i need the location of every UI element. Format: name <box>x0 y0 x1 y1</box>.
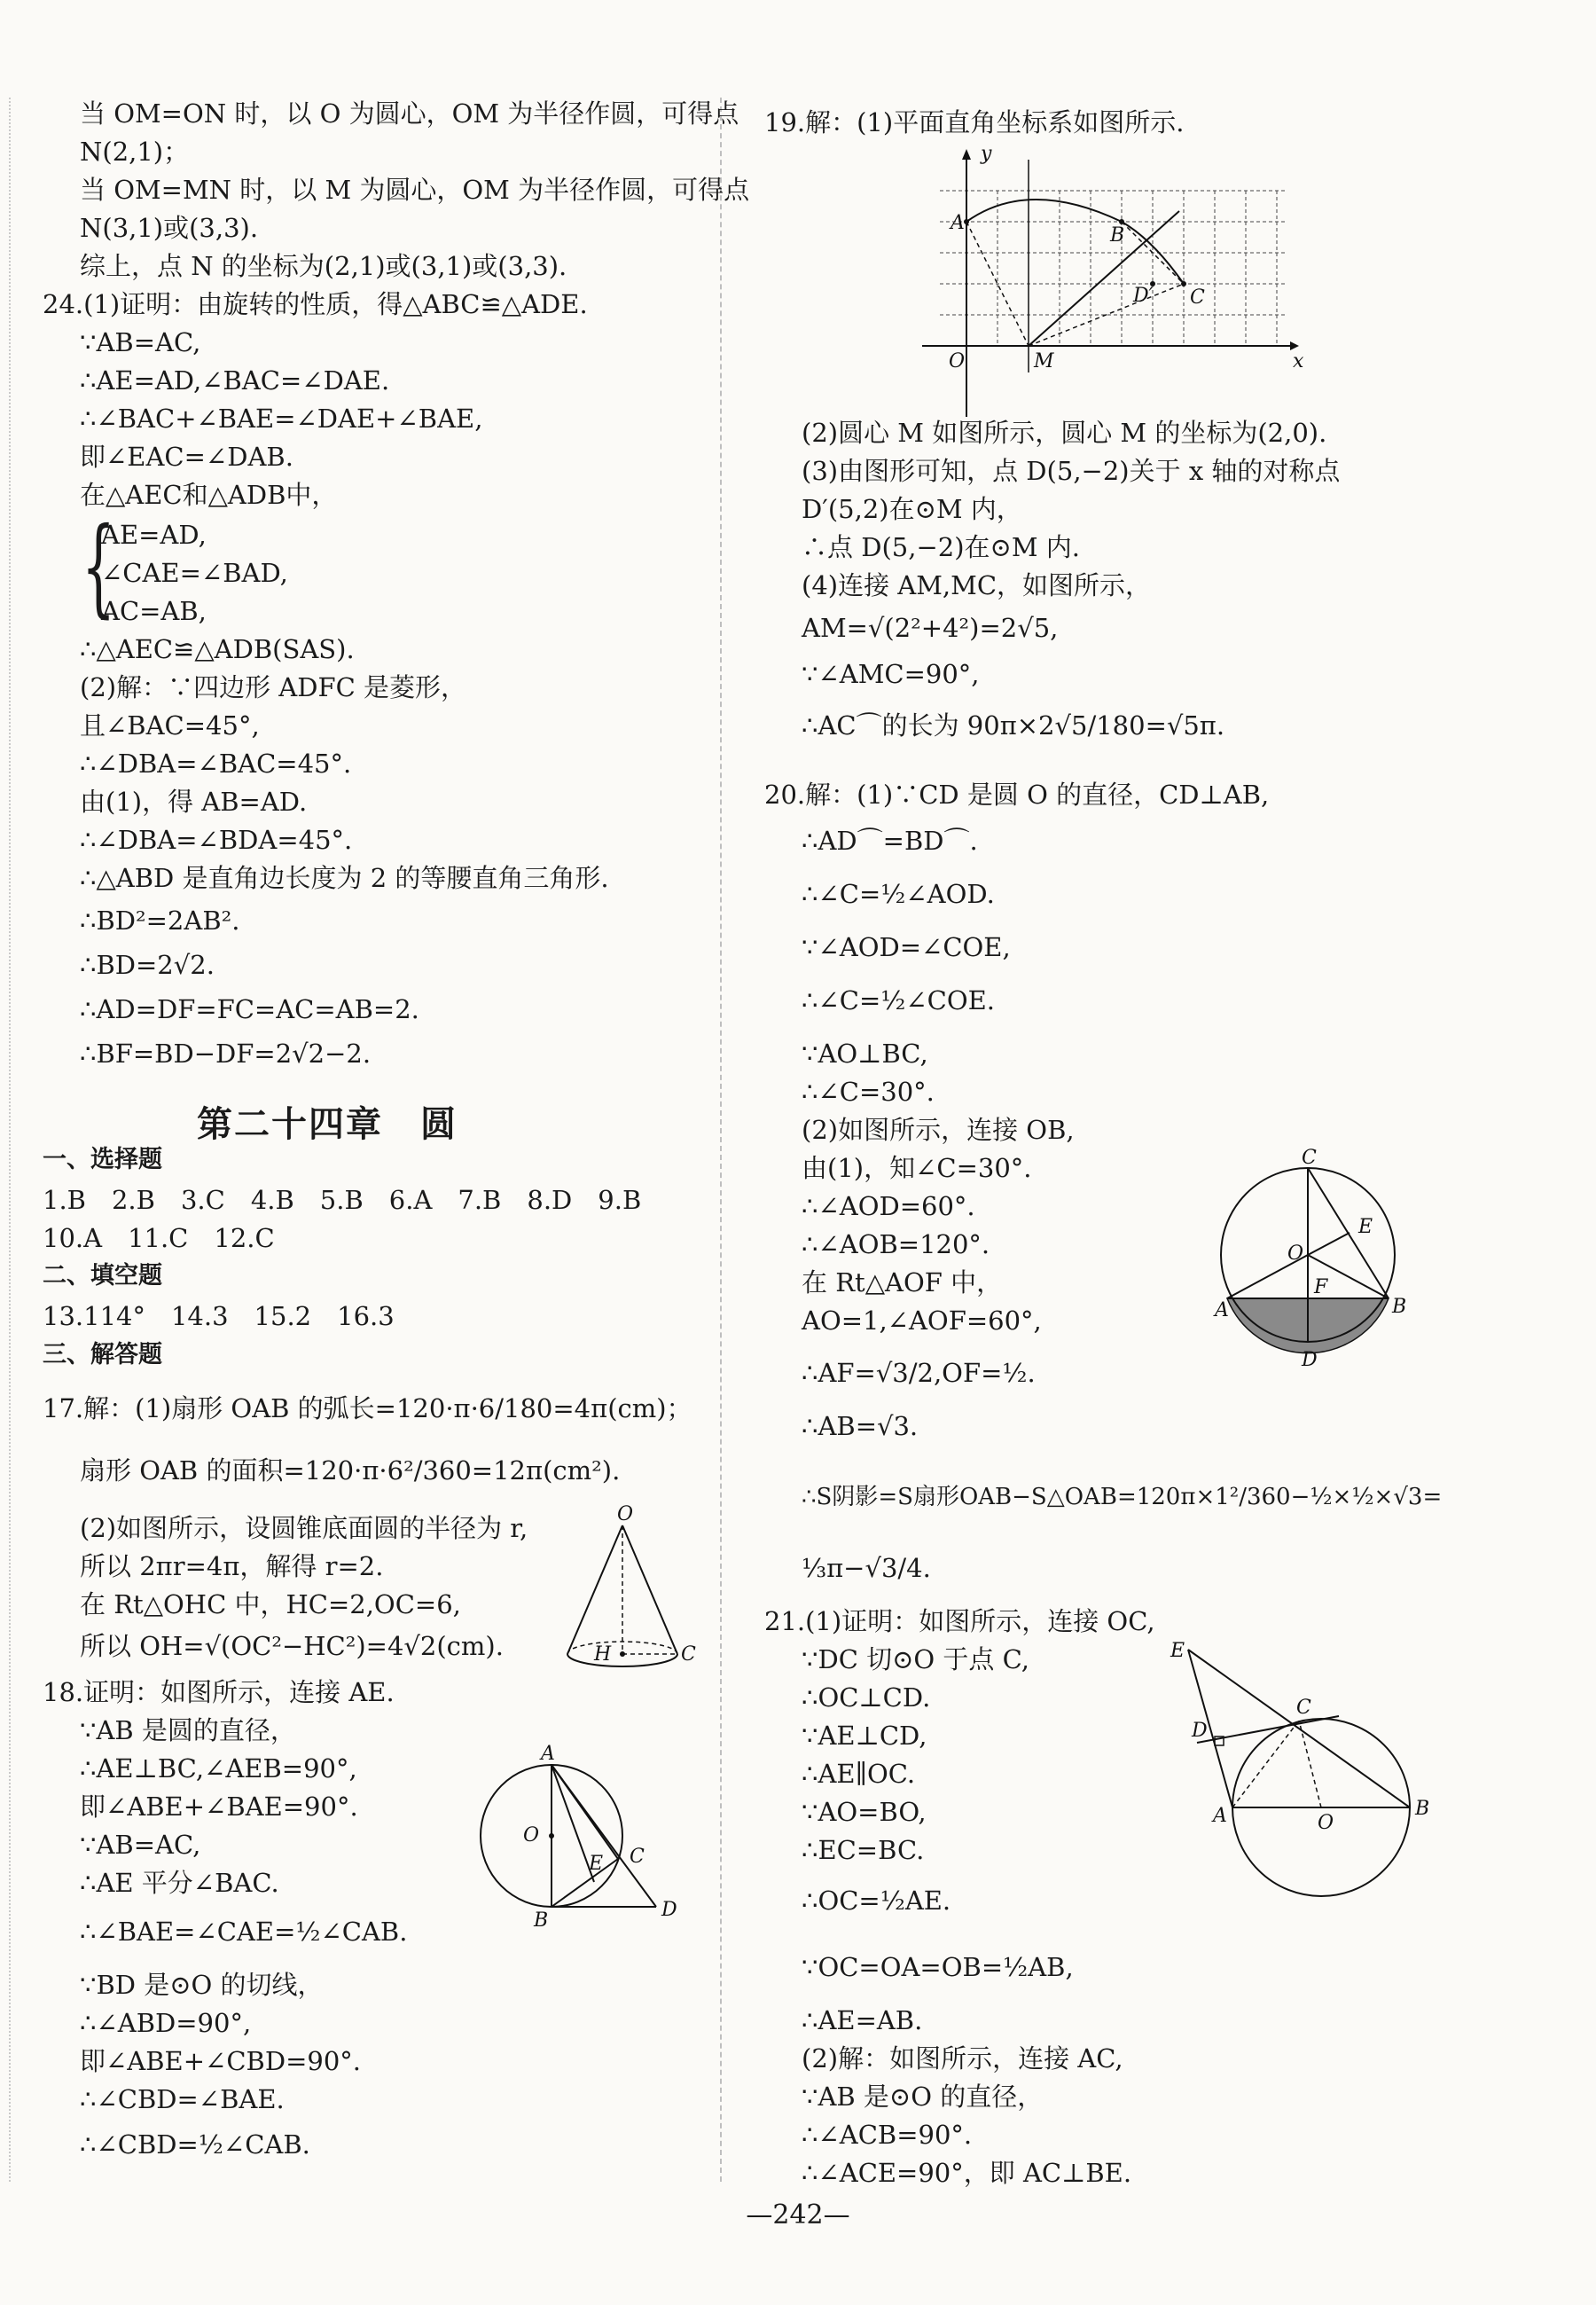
text-line: 由(1)，得 AB=AD. <box>80 787 308 817</box>
fig20-label: B <box>1392 1296 1407 1318</box>
text-line: ∴∠AOD=60°. <box>802 1191 975 1221</box>
fig20-label: O <box>1287 1243 1304 1265</box>
text-line: (2)解：∵四边形 ADFC 是菱形， <box>80 672 467 702</box>
choice-answers: 10.A 11.C 12.C <box>43 1223 275 1253</box>
text-line: ∴OC=½AE. <box>802 1886 951 1916</box>
text-line: (2)如图所示，设圆锥底面圆的半径为 r, <box>80 1513 528 1543</box>
question-20: 20.解：(1)∵CD 是圆 O 的直径，CD⊥AB, <box>764 780 1270 810</box>
text-line: 即∠EAC=∠DAB. <box>80 442 293 472</box>
text-line: ∴∠DBA=∠BDA=45°. <box>80 825 353 855</box>
circle-figure-20 <box>1215 1147 1419 1375</box>
fig20-label: A <box>1215 1299 1229 1321</box>
text-line: ∴AE=AD,∠BAC=∠DAE. <box>80 365 390 396</box>
text-line: (2)解：如图所示，连接 AC, <box>802 2043 1123 2074</box>
text-line: ∴OC⊥CD. <box>802 1682 931 1713</box>
text-line: ∵BD 是⊙O 的切线， <box>80 1970 324 2000</box>
text-line: ∴∠DBA=∠BAC=45°. <box>80 749 352 779</box>
grid-label: D′ <box>1133 285 1154 307</box>
fig21-label: D <box>1192 1720 1208 1742</box>
text-line: ∴△AEC≌△ADB(SAS). <box>80 634 355 664</box>
choice-answers: 1.B 2.B 3.C 4.B 5.B 6.A 7.B 8.D 9.B <box>43 1185 642 1215</box>
text-line: ∴AB=√3. <box>802 1411 919 1441</box>
fig18-label: D <box>661 1899 677 1921</box>
text-line: (4)连接 AM,MC，如图所示， <box>802 570 1152 600</box>
text-line: 在△AEC和△ADB中， <box>80 480 338 510</box>
margin-dots <box>9 98 11 2182</box>
text-line: ∴∠AOB=120°. <box>802 1229 990 1259</box>
fill-answers: 13.114° 14.3 15.2 16.3 <box>43 1301 395 1331</box>
text-line: ∴△ABD 是直角边长度为 2 的等腰直角三角形. <box>80 863 609 893</box>
text-line: ∴∠C=½∠COE. <box>802 985 995 1015</box>
text-line: ∴AF=√3/2,OF=½. <box>802 1358 1036 1388</box>
text-line: ∴∠C=30°. <box>802 1077 935 1107</box>
page-number: —242— <box>746 2199 850 2231</box>
system-line: ∠CAE=∠BAD, <box>101 558 288 588</box>
fig21-label: E <box>1170 1640 1185 1662</box>
text-line: ∴∠CBD=∠BAE. <box>80 2084 285 2114</box>
cone-label: H <box>594 1643 612 1666</box>
grid-label: x <box>1293 350 1304 372</box>
grid-label: A <box>951 212 965 234</box>
column-divider <box>720 98 722 2182</box>
fig20-label: D <box>1302 1349 1318 1371</box>
text-line: ∵∠AOD=∠COE, <box>802 932 1011 962</box>
grid-label: M <box>1034 350 1054 372</box>
text-line: ∵AO=BO, <box>802 1797 927 1827</box>
system-line: AE=AD, <box>101 520 207 550</box>
fig21-label: C <box>1296 1697 1311 1719</box>
text-line: AO=1,∠AOF=60°, <box>802 1305 1042 1336</box>
text-line: ∵AO⊥BC, <box>802 1039 928 1069</box>
text-line: ∵AB=AC, <box>80 1830 201 1860</box>
text-line: ∴AE⊥BC,∠AEB=90°, <box>80 1753 357 1784</box>
brace: { <box>82 506 116 629</box>
question-19: 19.解：(1)平面直角坐标系如图所示. <box>764 107 1185 137</box>
text-line: 在 Rt△AOF 中， <box>802 1267 1003 1298</box>
text-line: 即∠ABE+∠CBD=90°. <box>80 2046 361 2076</box>
text-line: 所以 2πr=4π，解得 r=2. <box>80 1551 384 1581</box>
text-line: ∴∠ACB=90°. <box>802 2120 973 2150</box>
text-line: ∴BD²=2AB². <box>80 906 240 936</box>
fig18-label: B <box>534 1909 549 1932</box>
chapter-title: 第二十四章 圆 <box>197 1104 458 1145</box>
text-line: 当 OM=ON 时，以 O 为圆心，OM 为半径作圆，可得点 <box>80 98 739 129</box>
section-heading: 二、填空题 <box>43 1262 162 1290</box>
text-line: ∴∠ABD=90°, <box>80 2008 252 2038</box>
fig21-label: O <box>1318 1812 1334 1834</box>
text-line: ∴AD=DF=FC=AC=AB=2. <box>80 994 419 1024</box>
text-line: 且∠BAC=45°, <box>80 710 260 741</box>
text-line: ∴∠C=½∠AOD. <box>802 879 995 909</box>
text-line: ∵AB 是⊙O 的直径， <box>802 2082 1044 2112</box>
text-line: ⅓π−√3/4. <box>802 1553 931 1583</box>
fig18-label: O <box>523 1824 540 1846</box>
section-heading: 三、解答题 <box>43 1341 162 1368</box>
section-heading: 一、选择题 <box>43 1146 162 1173</box>
text-line: ∵∠AMC=90°, <box>802 659 980 689</box>
grid-label: B <box>1110 224 1125 247</box>
text-line: 当 OM=MN 时，以 M 为圆心，OM 为半径作圆，可得点 <box>80 175 750 205</box>
text-line: ∴点 D(5,−2)在⊙M 内. <box>802 532 1080 562</box>
text-line: (2)如图所示，连接 OB, <box>802 1115 1075 1145</box>
text-line: 在 Rt△OHC 中，HC=2,OC=6, <box>80 1589 461 1619</box>
fig18-label: C <box>630 1846 645 1868</box>
question-18: 18.证明：如图所示，连接 AE. <box>43 1677 395 1707</box>
text-line: ∴∠BAC+∠BAE=∠DAE+∠BAE, <box>80 404 483 434</box>
text-line: ∵AB 是圆的直径， <box>80 1715 296 1745</box>
text-line: ∴∠BAE=∠CAE=½∠CAB. <box>80 1917 408 1947</box>
text-line: 即∠ABE+∠BAE=90°. <box>80 1791 358 1822</box>
cone-label: O <box>617 1503 634 1525</box>
text-line: ∴∠ACE=90°，即 AC⊥BE. <box>802 2158 1132 2188</box>
text-line: (3)由图形可知，点 D(5,−2)关于 x 轴的对称点 <box>802 456 1341 486</box>
text-line: ∴S阴影=S扇形OAB−S△OAB=120π×1²/360−½×½×√3= <box>802 1484 1443 1510</box>
grid-label: O <box>949 350 966 372</box>
coordinate-grid-figure <box>913 142 1303 426</box>
text-line: ∴AE 平分∠BAC. <box>80 1868 279 1898</box>
fig20-label: C <box>1302 1147 1317 1169</box>
fig21-label: A <box>1213 1805 1227 1827</box>
fig18-label: A <box>541 1743 555 1765</box>
question-24: 24.(1)证明：由旋转的性质，得△ABC≌△ADE. <box>43 289 588 319</box>
question-21: 21.(1)证明：如图所示，连接 OC, <box>764 1606 1155 1636</box>
text-line: (2)圆心 M 如图所示，圆心 M 的坐标为(2,0). <box>802 418 1327 448</box>
grid-label: y <box>981 143 992 165</box>
text-line: 所以 OH=√(OC²−HC²)=4√2(cm). <box>80 1631 504 1661</box>
text-line: ∴AC⌒的长为 90π×2√5/180=√5π. <box>802 710 1225 741</box>
text-line: ∴BD=2√2. <box>80 950 215 980</box>
fig18-label: E <box>589 1853 604 1875</box>
text-line: D′(5,2)在⊙M 内， <box>802 494 1022 524</box>
cone-figure <box>559 1503 700 1676</box>
text-line: 综上，点 N 的坐标为(2,1)或(3,1)或(3,3). <box>80 251 567 281</box>
text-line: ∴AE=AB. <box>802 2005 923 2035</box>
circle-figure-21 <box>1162 1632 1428 1898</box>
text-line: ∵OC=OA=OB=½AB, <box>802 1952 1074 1982</box>
fig21-label: B <box>1415 1798 1430 1820</box>
text-line: ∴EC=BC. <box>802 1835 925 1865</box>
cone-label: C <box>681 1643 696 1666</box>
fig20-label: E <box>1358 1216 1373 1238</box>
text-line: N(3,1)或(3,3). <box>80 213 259 243</box>
text-line: 由(1)，知∠C=30°. <box>802 1153 1032 1183</box>
text-line: N(2,1)； <box>80 137 190 167</box>
circle-figure-18 <box>470 1743 692 1942</box>
system-line: AC=AB, <box>101 596 207 626</box>
question-17: 17.解：(1)扇形 OAB 的弧长=120·π·6/180=4π(cm)； <box>43 1393 692 1423</box>
text-line: ∵DC 切⊙O 于点 C, <box>802 1644 1029 1674</box>
grid-label: C <box>1190 286 1205 309</box>
text-line: 扇形 OAB 的面积=120·π·6²/360=12π(cm²). <box>80 1455 621 1486</box>
text-line: ∴∠CBD=½∠CAB. <box>80 2129 310 2160</box>
text-line: AM=√(2²+4²)=2√5, <box>802 613 1059 643</box>
text-line: ∵AE⊥CD, <box>802 1721 927 1751</box>
text-line: ∵AB=AC, <box>80 327 201 357</box>
fig20-label: F <box>1314 1276 1328 1298</box>
text-line: ∴AE∥OC. <box>802 1759 916 1789</box>
text-line: ∴BF=BD−DF=2√2−2. <box>80 1039 372 1069</box>
text-line: ∴AD⌒=BD⌒. <box>802 826 978 856</box>
